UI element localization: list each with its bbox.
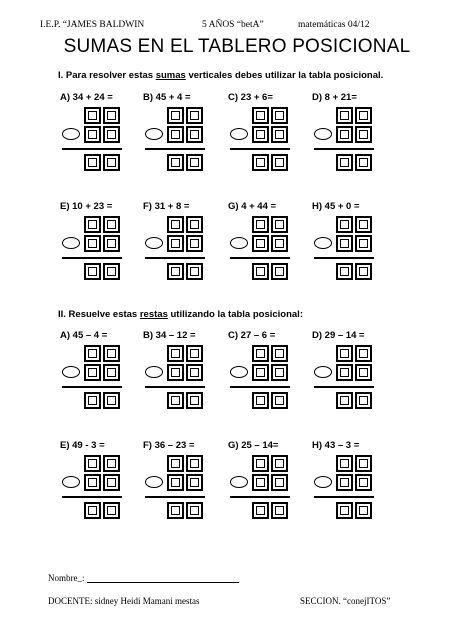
operator-circle[interactable]	[145, 128, 163, 140]
result-box[interactable]	[103, 502, 120, 519]
result-box[interactable]	[84, 392, 101, 409]
digit-box[interactable]	[355, 107, 372, 124]
problem-block	[312, 201, 382, 301]
problem-block	[60, 92, 130, 192]
digit-box[interactable]	[84, 364, 101, 381]
sum-line	[145, 257, 205, 259]
digit-box[interactable]	[84, 474, 101, 491]
result-box[interactable]	[336, 502, 353, 519]
result-box[interactable]	[84, 263, 101, 280]
problem-label: H) 43 – 3 =	[312, 440, 360, 451]
result-box[interactable]	[252, 392, 269, 409]
problem-block	[312, 330, 382, 430]
sum-line	[62, 496, 122, 498]
sum-line	[62, 386, 122, 388]
sum-line	[230, 257, 290, 259]
problem-label: F) 36 – 23 =	[143, 440, 195, 451]
problem-label: E) 10 + 23 =	[60, 201, 113, 212]
digit-box[interactable]	[103, 364, 120, 381]
section1-suffix: verticales debes utilizar la tabla posicional.	[185, 70, 384, 81]
operator-circle[interactable]	[62, 476, 80, 488]
sum-line	[62, 148, 122, 150]
problem-label: C) 27 – 6 =	[228, 330, 276, 341]
operator-circle[interactable]	[62, 128, 80, 140]
digit-box[interactable]	[355, 474, 372, 491]
digit-box[interactable]	[271, 345, 288, 362]
operator-circle[interactable]	[314, 237, 332, 249]
digit-box[interactable]	[336, 345, 353, 362]
problem-label: G) 25 – 14=	[228, 440, 279, 451]
name-input[interactable]	[87, 573, 239, 583]
result-box[interactable]	[167, 392, 184, 409]
digit-box[interactable]	[271, 216, 288, 233]
result-box[interactable]	[355, 392, 372, 409]
result-box[interactable]	[271, 392, 288, 409]
digit-box[interactable]	[355, 345, 372, 362]
digit-box[interactable]	[167, 216, 184, 233]
digit-box[interactable]	[252, 474, 269, 491]
digit-box[interactable]	[336, 216, 353, 233]
operator-circle[interactable]	[230, 237, 248, 249]
digit-box[interactable]	[336, 455, 353, 472]
digit-box[interactable]	[167, 474, 184, 491]
result-box[interactable]	[186, 392, 203, 409]
digit-box[interactable]	[186, 364, 203, 381]
operator-circle[interactable]	[314, 366, 332, 378]
result-box[interactable]	[271, 502, 288, 519]
problem-block	[143, 440, 213, 540]
digit-box[interactable]	[167, 364, 184, 381]
digit-box[interactable]	[355, 455, 372, 472]
digit-box[interactable]	[84, 107, 101, 124]
problem-label: A) 45 – 4 =	[60, 330, 108, 341]
teacher-name: DOCENTE: sidney Heidi Mamani mestas	[48, 596, 200, 606]
problem-label: B) 45 + 4 =	[143, 92, 191, 103]
digit-box[interactable]	[252, 126, 269, 143]
digit-box[interactable]	[186, 474, 203, 491]
problem-block	[60, 201, 130, 301]
result-box[interactable]	[355, 263, 372, 280]
section1-instruction	[58, 70, 383, 81]
digit-box[interactable]	[271, 364, 288, 381]
digit-box[interactable]	[252, 235, 269, 252]
digit-box[interactable]	[186, 455, 203, 472]
digit-box[interactable]	[355, 126, 372, 143]
section2-keyword: restas	[139, 309, 168, 320]
digit-box[interactable]	[103, 216, 120, 233]
problem-block	[60, 440, 130, 540]
digit-box[interactable]	[336, 364, 353, 381]
operator-circle[interactable]	[230, 128, 248, 140]
result-box[interactable]	[186, 154, 203, 171]
problem-label: E) 49 - 3 =	[60, 440, 105, 451]
section1-keyword: sumas	[155, 70, 186, 81]
result-box[interactable]	[186, 263, 203, 280]
sum-line	[314, 386, 374, 388]
problem-block	[228, 330, 298, 430]
digit-box[interactable]	[167, 345, 184, 362]
digit-box[interactable]	[336, 126, 353, 143]
sum-line	[62, 257, 122, 259]
result-box[interactable]	[355, 502, 372, 519]
digit-box[interactable]	[84, 235, 101, 252]
problem-block	[143, 330, 213, 430]
result-box[interactable]	[84, 154, 101, 171]
operator-circle[interactable]	[230, 366, 248, 378]
digit-box[interactable]	[271, 235, 288, 252]
digit-box[interactable]	[186, 126, 203, 143]
digit-box[interactable]	[252, 455, 269, 472]
section2-suffix: utilizando la tabla posicional:	[167, 309, 303, 320]
problem-block	[312, 440, 382, 540]
sum-line	[230, 148, 290, 150]
sum-line	[314, 148, 374, 150]
operator-circle[interactable]	[145, 366, 163, 378]
digit-box[interactable]	[355, 364, 372, 381]
result-box[interactable]	[252, 263, 269, 280]
digit-box[interactable]	[186, 345, 203, 362]
digit-box[interactable]	[252, 364, 269, 381]
digit-box[interactable]	[271, 107, 288, 124]
digit-box[interactable]	[336, 235, 353, 252]
name-label: Nombre_:	[48, 573, 85, 583]
section1-prefix: I. Para resolver estas	[58, 70, 156, 81]
operator-circle[interactable]	[145, 476, 163, 488]
digit-box[interactable]	[355, 235, 372, 252]
sum-line	[145, 496, 205, 498]
problem-label: A) 34 + 24 =	[60, 92, 113, 103]
digit-box[interactable]	[167, 455, 184, 472]
name-line	[48, 573, 239, 583]
result-box[interactable]	[355, 154, 372, 171]
digit-box[interactable]	[103, 474, 120, 491]
problem-block	[143, 92, 213, 192]
sum-line	[314, 257, 374, 259]
problem-block	[228, 201, 298, 301]
result-box[interactable]	[252, 154, 269, 171]
digit-box[interactable]	[84, 345, 101, 362]
operator-circle[interactable]	[62, 366, 80, 378]
digit-box[interactable]	[84, 216, 101, 233]
digit-box[interactable]	[271, 474, 288, 491]
operator-circle[interactable]	[62, 237, 80, 249]
digit-box[interactable]	[252, 107, 269, 124]
school-name: I.E.P. “JAMES BALDWIN	[40, 20, 145, 30]
problem-label: H) 45 + 0 =	[312, 201, 360, 212]
problem-label: D) 8 + 21=	[312, 92, 357, 103]
result-box[interactable]	[336, 392, 353, 409]
result-box[interactable]	[252, 502, 269, 519]
digit-box[interactable]	[167, 107, 184, 124]
digit-box[interactable]	[336, 107, 353, 124]
operator-circle[interactable]	[314, 128, 332, 140]
sum-line	[145, 148, 205, 150]
problem-label: G) 4 + 44 =	[228, 201, 277, 212]
problem-block	[60, 330, 130, 430]
digit-box[interactable]	[271, 455, 288, 472]
digit-box[interactable]	[167, 235, 184, 252]
section2-prefix: II. Resuelve estas	[58, 309, 140, 320]
digit-box[interactable]	[271, 126, 288, 143]
digit-box[interactable]	[186, 107, 203, 124]
result-box[interactable]	[271, 263, 288, 280]
problem-block	[312, 92, 382, 192]
problem-block	[228, 440, 298, 540]
result-box[interactable]	[167, 263, 184, 280]
result-box[interactable]	[336, 263, 353, 280]
digit-box[interactable]	[355, 216, 372, 233]
problem-label: C) 23 + 6=	[228, 92, 273, 103]
digit-box[interactable]	[252, 216, 269, 233]
section-name: SECCION. “conejITOS”	[300, 596, 391, 606]
digit-box[interactable]	[84, 455, 101, 472]
result-box[interactable]	[167, 154, 184, 171]
digit-box[interactable]	[336, 474, 353, 491]
result-box[interactable]	[103, 263, 120, 280]
digit-box[interactable]	[186, 235, 203, 252]
sum-line	[314, 496, 374, 498]
result-box[interactable]	[103, 392, 120, 409]
sum-line	[230, 496, 290, 498]
digit-box[interactable]	[186, 216, 203, 233]
digit-box[interactable]	[84, 126, 101, 143]
problem-label: B) 34 – 12 =	[143, 330, 196, 341]
digit-box[interactable]	[103, 126, 120, 143]
problem-label: D) 29 – 14 =	[312, 330, 365, 341]
result-box[interactable]	[103, 154, 120, 171]
digit-box[interactable]	[103, 107, 120, 124]
operator-circle[interactable]	[145, 237, 163, 249]
digit-box[interactable]	[167, 126, 184, 143]
sum-line	[230, 386, 290, 388]
digit-box[interactable]	[103, 235, 120, 252]
result-box[interactable]	[84, 502, 101, 519]
problem-label: F) 31 + 8 =	[143, 201, 190, 212]
result-box[interactable]	[336, 154, 353, 171]
page-title: SUMAS EN EL TABLERO POSICIONAL	[63, 36, 411, 57]
digit-box[interactable]	[103, 455, 120, 472]
header	[40, 20, 440, 34]
result-box[interactable]	[167, 502, 184, 519]
section2-instruction	[58, 309, 303, 320]
digit-box[interactable]	[252, 345, 269, 362]
result-box[interactable]	[186, 502, 203, 519]
problem-block	[143, 201, 213, 301]
subject-date: matemáticas 04/12	[298, 20, 370, 30]
operator-circle[interactable]	[314, 476, 332, 488]
result-box[interactable]	[271, 154, 288, 171]
problem-block	[228, 92, 298, 192]
operator-circle[interactable]	[230, 476, 248, 488]
digit-box[interactable]	[103, 345, 120, 362]
sum-line	[145, 386, 205, 388]
grade: 5 AÑOS “betA”	[202, 20, 264, 30]
